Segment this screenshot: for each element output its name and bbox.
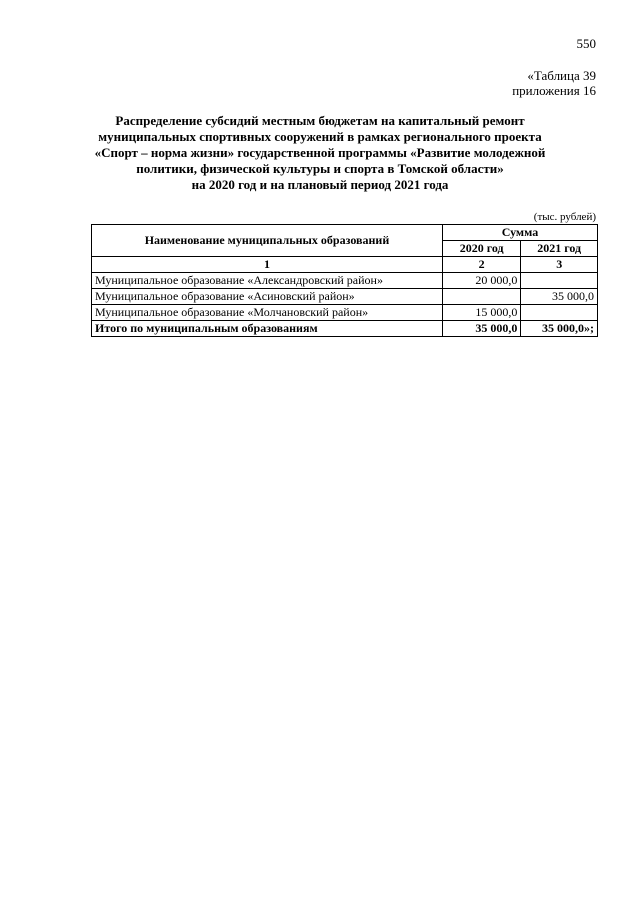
table-row bbox=[92, 289, 598, 305]
header-2020: 2020 год bbox=[442, 241, 520, 257]
row-name: Муниципальное образование «Асиновский район» bbox=[92, 289, 443, 305]
table-reference bbox=[512, 68, 596, 98]
page-number: 550 bbox=[576, 36, 596, 51]
table-row bbox=[92, 305, 598, 321]
title-line3: «Спорт – норма жизни» государственной программы «Развитие молодежной bbox=[94, 145, 546, 160]
title-line1: Распределение субсидий местным бюджетам на капитальный ремонт bbox=[115, 113, 525, 128]
table-reference-line1: «Таблица 39 bbox=[527, 68, 596, 83]
title-line5: на 2020 год и на плановый период 2021 года bbox=[191, 177, 449, 192]
header-2021: 2021 год bbox=[521, 241, 598, 257]
column-number-2: 2 bbox=[442, 257, 520, 273]
row-name: Муниципальное образование «Молчановский район» bbox=[92, 305, 443, 321]
header-municipality-name: Наименование муниципальных образований bbox=[92, 225, 443, 257]
document-title bbox=[70, 113, 570, 193]
row-value-2021 bbox=[521, 305, 598, 321]
column-number-row bbox=[92, 257, 598, 273]
total-row bbox=[92, 321, 598, 337]
total-name: Итого по муниципальным образованиям bbox=[92, 321, 443, 337]
row-value-2020: 15 000,0 bbox=[442, 305, 520, 321]
header-row bbox=[92, 225, 598, 241]
title-line2: муниципальных спортивных сооружений в рамках регионального проекта bbox=[98, 129, 542, 144]
row-name: Муниципальное образование «Александровский район» bbox=[92, 273, 443, 289]
header-sum: Сумма bbox=[442, 225, 597, 241]
table-reference-line2: приложения 16 bbox=[512, 83, 596, 98]
column-number-3: 3 bbox=[521, 257, 598, 273]
total-value-2021: 35 000,0»; bbox=[521, 321, 598, 337]
title-line4: политики, физической культуры и спорта в Томской области» bbox=[136, 161, 504, 176]
unit-label: (тыс. рублей) bbox=[533, 211, 596, 223]
table-row bbox=[92, 273, 598, 289]
total-value-2020: 35 000,0 bbox=[442, 321, 520, 337]
row-value-2020 bbox=[442, 289, 520, 305]
column-number-1: 1 bbox=[92, 257, 443, 273]
subsidy-table bbox=[91, 224, 598, 337]
row-value-2021: 35 000,0 bbox=[521, 289, 598, 305]
row-value-2021 bbox=[521, 273, 598, 289]
row-value-2020: 20 000,0 bbox=[442, 273, 520, 289]
